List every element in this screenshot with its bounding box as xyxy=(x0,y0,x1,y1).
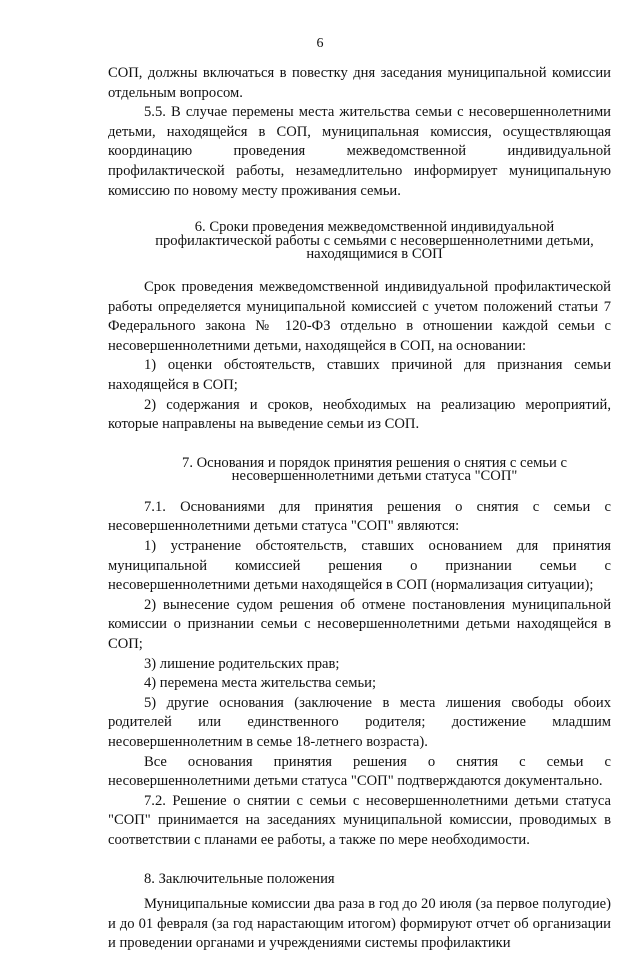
page-number: 6 xyxy=(316,36,324,51)
paragraph-7-1-item-4: 4) перемена места жительства семьи; xyxy=(144,675,377,692)
paragraph-7-all-grounds: Все основания принятия решения о снятия с семьи с несовершеннолетними детьми статуса "СОП" подтверждаются документально. xyxy=(108,753,611,790)
paragraph-7-1-item-3: 3) лишение родительских прав; xyxy=(144,655,340,672)
paragraph-7-1: 7.1. Основаниями для принятия решения о снятия с семьи с несовершеннолетними детьми статуса "СОП" являются: xyxy=(108,498,611,535)
paragraph-6-intro: Срок проведения межведомственной индивидуальной профилактической работы определяется муниципальной комиссией с учетом положений статьи 7 Федерального закона № 120-ФЗ отдельно в отношении каждой семьи с несовершеннолетними детьми, находящейся в СОП, на основании: xyxy=(108,278,611,354)
paragraph-6-item-1: 1) оценки обстоятельств, ставших причиной для признания семьи находящейся в СОП; xyxy=(108,357,611,393)
document-body xyxy=(108,64,611,954)
paragraph-8-intro: Муниципальные комиссии два раза в год до 20 июля (за первое полугодие) и до 01 февраля (за год нарастающим итогом) формируют отчет об организации и проведении органами и учреждениями системы профилактики xyxy=(108,896,611,952)
section-heading-6: 6. Сроки проведения межведомственной индивидуальной профилактической работы с семьями с несовершеннолетними детьми, находящимися в СОП xyxy=(155,219,594,263)
paragraph-7-1-item-2: 2) вынесение судом решения об отмене постановления муниципальной комиссии о признании семьи с несовершеннолетними детьми находящейся в СОП; xyxy=(108,596,611,653)
paragraph-continued: СОП, должны включаться в повестку дня заседания муниципальной комиссии отдельным вопросом. xyxy=(108,65,611,101)
paragraph-7-1-item-5: 5) другие основания (заключение в места лишения свободы обоих родителей или единственного родителя; достижение младшим несовершеннолетним в семье 18-летнего возраста). xyxy=(108,694,611,750)
paragraph-5-5: 5.5. В случае перемены места жительства семьи с несовершеннолетними детьми, находящейся в СОП, муниципальная комиссия, осуществляющая координацию проведения межведомственной индивидуальной профилактической работы, незамедлительно информирует муниципальную комиссию по новому месту проживания семьи. xyxy=(108,104,611,199)
section-heading-7: 7. Основания и порядок принятия решения о снятия с семьи с несовершеннолетними детьми статуса "СОП" xyxy=(182,454,567,485)
paragraph-7-2: 7.2. Решение о снятии с семьи с несовершеннолетними детьми статуса "СОП" принимается на заседаниях муниципальной комиссии, проводимых в соответствии с планами ее работы, а также по мере необходимости. xyxy=(108,792,611,848)
section-heading-8: 8. Заключительные положения xyxy=(144,870,335,887)
paragraph-7-1-item-1: 1) устранение обстоятельств, ставших основанием для принятия муниципальной комиссией решения о признании семьи с несовершеннолетними детьми находящейся в СОП (нормализация ситуации); xyxy=(108,538,611,594)
paragraph-6-item-2: 2) содержания и сроков, необходимых на реализацию мероприятий, которые направлены на выведение семьи из СОП. xyxy=(108,396,611,433)
